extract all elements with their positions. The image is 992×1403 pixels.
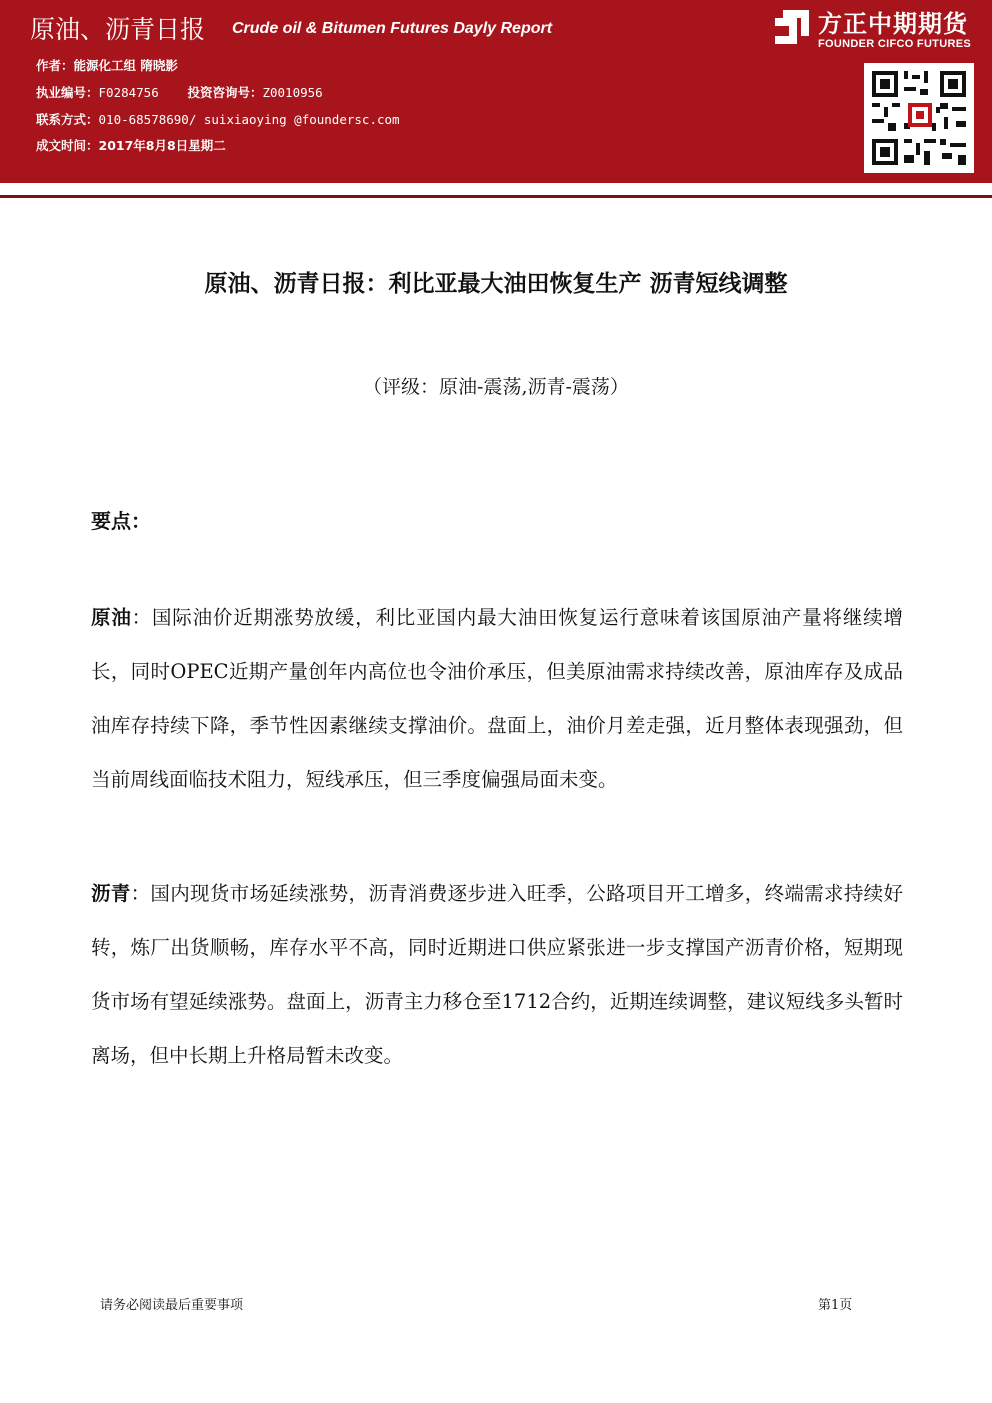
date-line bbox=[36, 136, 226, 154]
author-label: 作者： bbox=[36, 58, 74, 73]
page-number: 第1页 bbox=[818, 1298, 853, 1313]
company-name-cn: 方正中期期货 bbox=[818, 10, 968, 38]
header-title-en: Crude oil & Bitumen Futures Dayly Report bbox=[232, 20, 553, 37]
author-line bbox=[36, 56, 178, 74]
contact-label: 联系方式： bbox=[36, 112, 99, 127]
report-title: 原油、沥青日报：利比亚最大油田恢复生产 沥青短线调整 bbox=[204, 271, 788, 297]
date-label: 成文时间： bbox=[36, 138, 99, 153]
company-logo-icon bbox=[773, 8, 811, 46]
license-line bbox=[36, 83, 323, 101]
header-title-cn: 原油、沥青日报 bbox=[30, 15, 206, 44]
rating: （评级：原油-震荡,沥青-震荡） bbox=[363, 376, 629, 398]
license-value: F0284756 bbox=[98, 85, 159, 100]
consult-value: Z0010956 bbox=[262, 85, 323, 100]
bitumen-paragraph bbox=[91, 867, 903, 1083]
header-divider bbox=[0, 183, 992, 198]
consult-label: 投资咨询号： bbox=[187, 85, 263, 100]
bitumen-label: 沥青 bbox=[91, 882, 131, 905]
date-value: 2017年8月8日星期二 bbox=[98, 138, 226, 153]
qr-code-icon bbox=[864, 63, 974, 173]
contact-line bbox=[36, 110, 400, 128]
crude-label: 原油 bbox=[91, 606, 132, 629]
license-label: 执业编号： bbox=[36, 85, 99, 100]
company-name-en: FOUNDER CIFCO FUTURES bbox=[818, 38, 971, 50]
footer-notice: 请务必阅读最后重要事项 bbox=[100, 1298, 244, 1313]
crude-paragraph bbox=[91, 591, 903, 807]
keypoints-heading: 要点： bbox=[91, 509, 151, 533]
contact-value: 010-68578690/ suixiaoying @foundersc.com bbox=[98, 112, 400, 127]
author-value: 能源化工组 隋晓影 bbox=[73, 58, 178, 73]
crude-text: ：国际油价近期涨势放缓，利比亚国内最大油田恢复运行意味着该国原油产量将继续增长，同时OPEC近期产量创年内高位也令油价承压，但美原油需求持续改善，原油库存及成品油库存持续下降，季节性因素继续支撑油价。盘面上，油价月差走强，近月整体表现强劲，但当前周线面临技术阻力，短线承压，但三季度偏强局面未变。 bbox=[91, 606, 903, 791]
bitumen-text: ：国内现货市场延续涨势，沥青消费逐步进入旺季，公路项目开工增多，终端需求持续好转，炼厂出货顺畅，库存水平不高，同时近期进口供应紧张进一步支撑国产沥青价格，短期现货市场有望延续涨势。盘面上，沥青主力移仓至1712合约，近期连续调整，建议短线多头暂时离场，但中长期上升格局暂未改变。 bbox=[91, 882, 903, 1067]
